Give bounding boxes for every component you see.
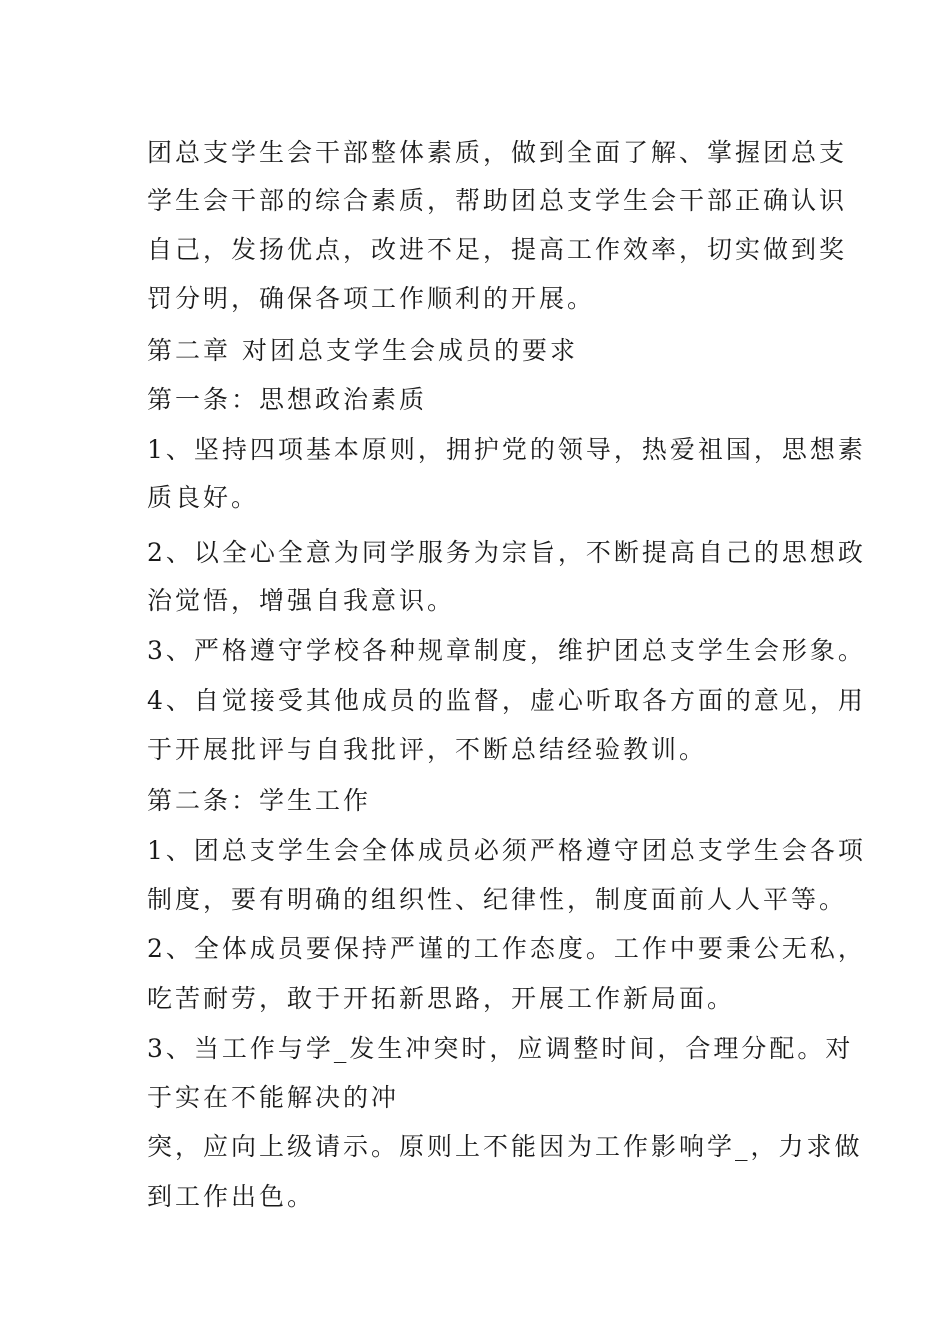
text-line: 吃苦耐劳，敢于开拓新思路，开展工作新局面。	[147, 984, 736, 1013]
text-line: 质良好。	[147, 483, 260, 512]
text-line: 于开展批评与自我批评，不断总结经验教训。	[147, 735, 708, 764]
article-heading: 第二条：学生工作	[147, 786, 372, 815]
text-line: 于实在不能解决的冲	[147, 1083, 400, 1112]
text-line: 到工作出色。	[147, 1182, 316, 1211]
text-line: 2、以全心全意为同学服务为宗旨，不断提高自己的思想政	[147, 538, 866, 567]
text-line: 罚分明，确保各项工作顺利的开展。	[147, 284, 596, 313]
text-line: 制度，要有明确的组织性、纪律性，制度面前人人平等。	[147, 885, 848, 914]
chapter-heading: 第二章 对团总支学生会成员的要求	[147, 336, 578, 365]
text-line: 3、当工作与学_发生冲突时，应调整时间，合理分配。对	[147, 1034, 854, 1063]
text-line: 1、团总支学生会全体成员必须严格遵守团总支学生会各项	[147, 836, 866, 865]
text-line: 团总支学生会干部整体素质，做到全面了解、掌握团总支	[147, 138, 848, 167]
text-line: 自己，发扬优点，改进不足，提高工作效率，切实做到奖	[147, 235, 848, 264]
article-heading: 第一条：思想政治素质	[147, 385, 428, 414]
text-line: 2、全体成员要保持严谨的工作态度。工作中要秉公无私，	[147, 934, 866, 963]
text-line: 治觉悟，增强自我意识。	[147, 586, 456, 615]
text-line: 4、自觉接受其他成员的监督，虚心听取各方面的意见，用	[147, 686, 866, 715]
text-line: 突，应向上级请示。原则上不能因为工作影响学_，力求做	[147, 1132, 863, 1161]
text-line: 1、坚持四项基本原则，拥护党的领导，热爱祖国，思想素	[147, 435, 866, 464]
text-line: 学生会干部的综合素质，帮助团总支学生会干部正确认识	[147, 186, 848, 215]
text-line: 3、严格遵守学校各种规章制度，维护团总支学生会形象。	[147, 636, 866, 665]
